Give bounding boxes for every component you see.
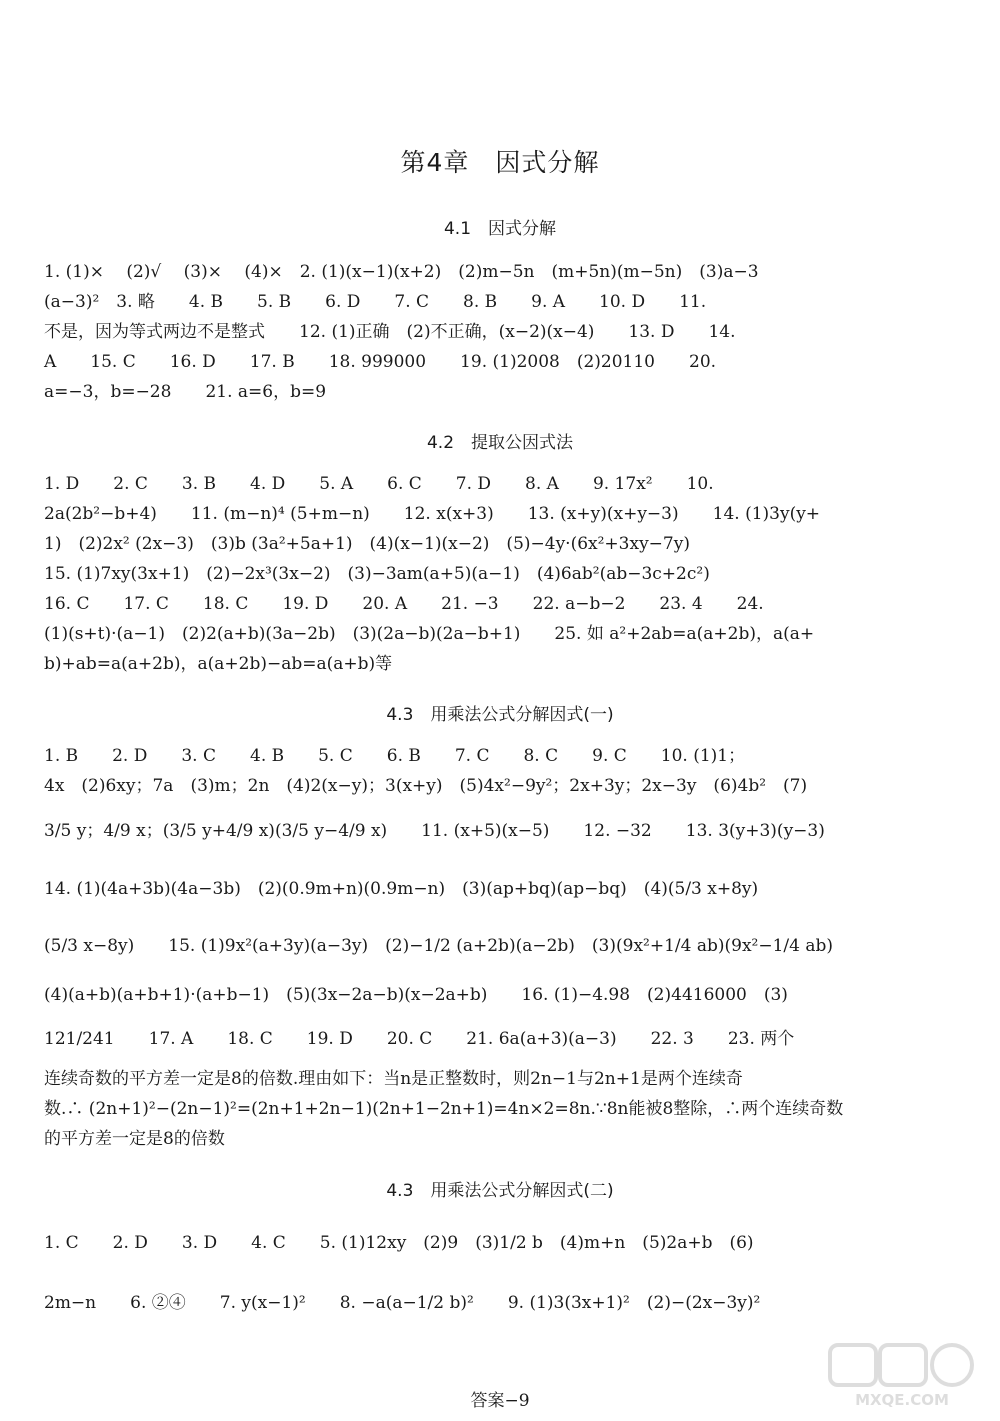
answer-line: 15. (1)7xy(3x+1) (2)−2x³(3x−2) (3)−3am(a+5)(a−1) (4)6ab²(ab−3c+2c²)	[44, 564, 710, 584]
chapter-title: 第4章 因式分解	[400, 148, 600, 177]
watermark-logo	[822, 1341, 982, 1411]
watermark-text: MXQE.COM	[855, 1391, 949, 1409]
answer-line: (5/3 x−8y) 15. (1)9x²(a+3y)(a−3y) (2)−1/2 (a+2b)(a−2b) (3)(9x²+1/4 ab)(9x²−1/4 ab)	[44, 936, 834, 956]
answer-line: 1) (2)2x² (2x−3) (3)b (3a²+5a+1) (4)(x−1)(x−2) (5)−4y·(6x²+3xy−7y)	[44, 534, 690, 554]
answer-line: (4)(a+b)(a+b+1)·(a+b−1) (5)(3x−2a−b)(x−2a+b) 16. (1)−4.98 (2)4416000 (3)	[44, 985, 788, 1005]
answer-line: 121/241 17. A 18. C 19. D 20. C 21. 6a(a+3)(a−3) 22. 3 23. 两个	[44, 1029, 795, 1049]
answer-line: 4x (2)6xy；7a (3)m；2n (4)2(x−y)；3(x+y) (5)4x²−9y²；2x+3y；2x−3y (6)4b² (7)	[44, 776, 808, 796]
answer-line: 14. (1)(4a+3b)(4a−3b) (2)(0.9m+n)(0.9m−n) (3)(ap+bq)(ap−bq) (4)(5/3 x+8y)	[44, 879, 759, 899]
answer-line: 16. C 17. C 18. C 19. D 20. A 21. −3 22. a−b−2 23. 4 24.	[44, 594, 764, 614]
section-title: 4.3 用乘法公式分解因式(一)	[386, 705, 614, 725]
answer-line: 1. C 2. D 3. D 4. C 5. (1)12xy (2)9 (3)1/2 b (4)m+n (5)2a+b (6)	[44, 1233, 754, 1253]
answer-line: 数.∴ (2n+1)²−(2n−1)²=(2n+1+2n−1)(2n+1−2n+1)=4n×2=8n.∵8n能被8整除，∴两个连续奇数	[44, 1099, 844, 1119]
answer-line: 2m−n 6. ②④ 7. y(x−1)² 8. −a(a−1/2 b)² 9. (1)3(3x+1)² (2)−(2x−3y)²	[44, 1293, 761, 1313]
section-title: 4.2 提取公因式法	[426, 433, 574, 453]
answer-line: 不是，因为等式两边不是整式 12. (1)正确 (2)不正确，(x−2)(x−4) 13. D 14.	[44, 322, 736, 342]
answer-line: (1)(s+t)·(a−1) (2)2(a+b)(3a−2b) (3)(2a−b)(2a−b+1) 25. 如 a²+2ab=a(a+2b)，a(a+	[44, 624, 815, 644]
answer-line: 连续奇数的平方差一定是8的倍数.理由如下：当n是正整数时，则2n−1与2n+1是两个连续奇	[44, 1069, 743, 1089]
section-title: 4.3 用乘法公式分解因式(二)	[386, 1181, 614, 1201]
answer-line: 1. (1)× (2)√ (3)× (4)× 2. (1)(x−1)(x+2) (2)m−5n (m+5n)(m−5n) (3)a−3	[44, 262, 759, 282]
answer-line: b)+ab=a(a+2b)，a(a+2b)−ab=a(a+b)等	[44, 654, 393, 674]
answer-line: 的平方差一定是8的倍数	[44, 1129, 225, 1149]
answer-line: 3/5 y；4/9 x；(3/5 y+4/9 x)(3/5 y−4/9 x) 11. (x+5)(x−5) 12. −32 13. 3(y+3)(y−3)	[44, 821, 825, 841]
answer-line: 2a(2b²−b+4) 11. (m−n)⁴ (5+m−n) 12. x(x+3) 13. (x+y)(x+y−3) 14. (1)3y(y+	[44, 504, 821, 524]
section-title: 4.1 因式分解	[443, 219, 557, 239]
answer-line: (a−3)² 3. 略 4. B 5. B 6. D 7. C 8. B 9. A 10. D 11.	[44, 292, 707, 312]
answer-line: A 15. C 16. D 17. B 18. 999000 19. (1)2008 (2)20110 20.	[44, 352, 717, 372]
answer-line: 1. D 2. C 3. B 4. D 5. A 6. C 7. D 8. A 9. 17x² 10.	[44, 474, 714, 494]
page-number: 答案−9	[470, 1391, 530, 1411]
answer-line: a=−3，b=−28 21. a=6，b=9	[44, 382, 327, 402]
answer-line: 1. B 2. D 3. C 4. B 5. C 6. B 7. C 8. C 9. C 10. (1)1；	[44, 746, 746, 766]
